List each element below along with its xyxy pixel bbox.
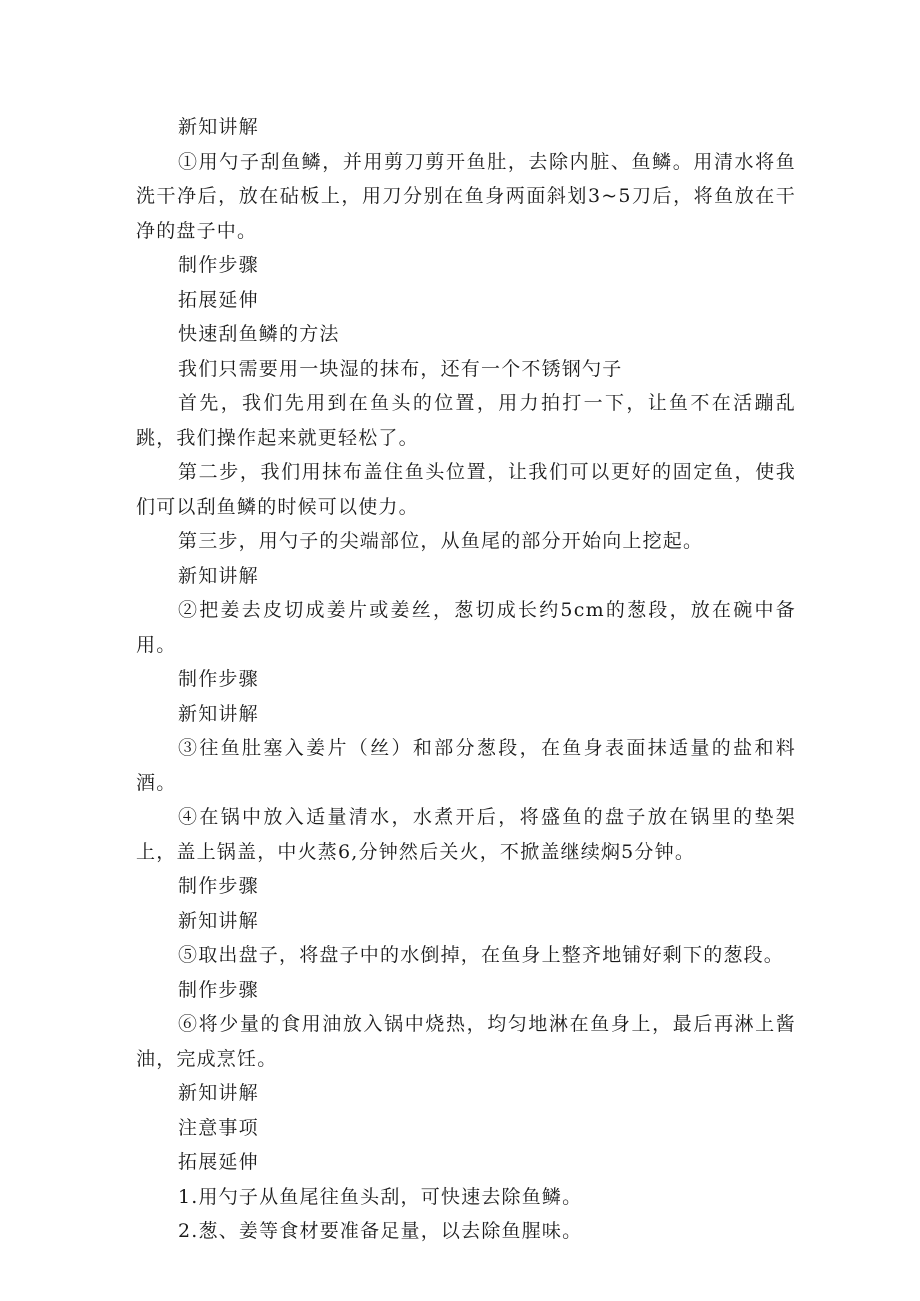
section-heading: 快速刮鱼鳞的方法 — [178, 323, 340, 345]
tip-step-1-paragraph: 首先，我们先用到在鱼头的位置，用力拍打一下，让鱼不在活蹦乱跳，我们操作起来就更轻松了。 — [136, 392, 796, 449]
section-heading: 新知讲解 — [178, 564, 259, 587]
step-1-paragraph: ①用勺子刮鱼鳞，并用剪刀剪开鱼肚，去除内脏、鱼鳞。用清水将鱼洗干净后，放在砧板上，用刀分别在鱼身两面斜划3~5刀后，将鱼放在干净的盘子中。 — [136, 150, 796, 242]
section-heading: 新知讲解 — [178, 909, 259, 932]
tip-step-3-paragraph: 第三步，用勺子的尖端部位，从鱼尾的部分开始向上挖起。 — [178, 530, 704, 552]
step-3-paragraph: ③往鱼肚塞入姜片（丝）和部分葱段，在鱼身表面抹适量的盐和料酒。 — [136, 737, 796, 794]
section-heading: 制作步骤 — [178, 875, 259, 897]
document-body — [136, 110, 796, 1249]
note-2-paragraph: 2.葱、姜等食材要准备足量，以去除鱼腥味。 — [178, 1220, 583, 1242]
step-6-paragraph: ⑥将少量的食用油放入锅中烧热，均匀地淋在鱼身上，最后再淋上酱油，完成烹饪。 — [136, 1013, 796, 1070]
section-heading: 制作步骤 — [178, 978, 259, 1001]
tip-paragraph: 我们只需要用一块湿的抹布，还有一个不锈钢勺子 — [178, 357, 623, 380]
section-heading: 制作步骤 — [178, 254, 259, 276]
section-heading: 新知讲解 — [178, 116, 259, 138]
section-heading: 新知讲解 — [178, 1082, 259, 1104]
tip-step-2-paragraph: 第二步，我们用抹布盖住鱼头位置，让我们可以更好的固定鱼，使我们可以刮鱼鳞的时候可以使力。 — [136, 461, 796, 518]
note-1-paragraph: 1.用勺子从鱼尾往鱼头刮，可快速去除鱼鳞。 — [178, 1185, 583, 1208]
step-5-paragraph: ⑤取出盘子，将盘子中的水倒掉，在鱼身上整齐地铺好剩下的葱段。 — [178, 944, 785, 966]
step-4-paragraph: ④在锅中放入适量清水，水煮开后，将盛鱼的盘子放在锅里的垫架上，盖上锅盖，中火蒸6,分钟然后关火，不掀盖继续焖5分钟。 — [136, 806, 796, 863]
section-heading: 制作步骤 — [178, 668, 259, 690]
section-heading: 新知讲解 — [178, 702, 259, 725]
section-heading: 注意事项 — [178, 1116, 259, 1139]
section-heading: 拓展延伸 — [178, 1151, 259, 1173]
step-2-paragraph: ②把姜去皮切成姜片或姜丝，葱切成长约5cm的葱段，放在碗中备用。 — [136, 599, 796, 656]
section-heading: 拓展延伸 — [178, 288, 259, 311]
